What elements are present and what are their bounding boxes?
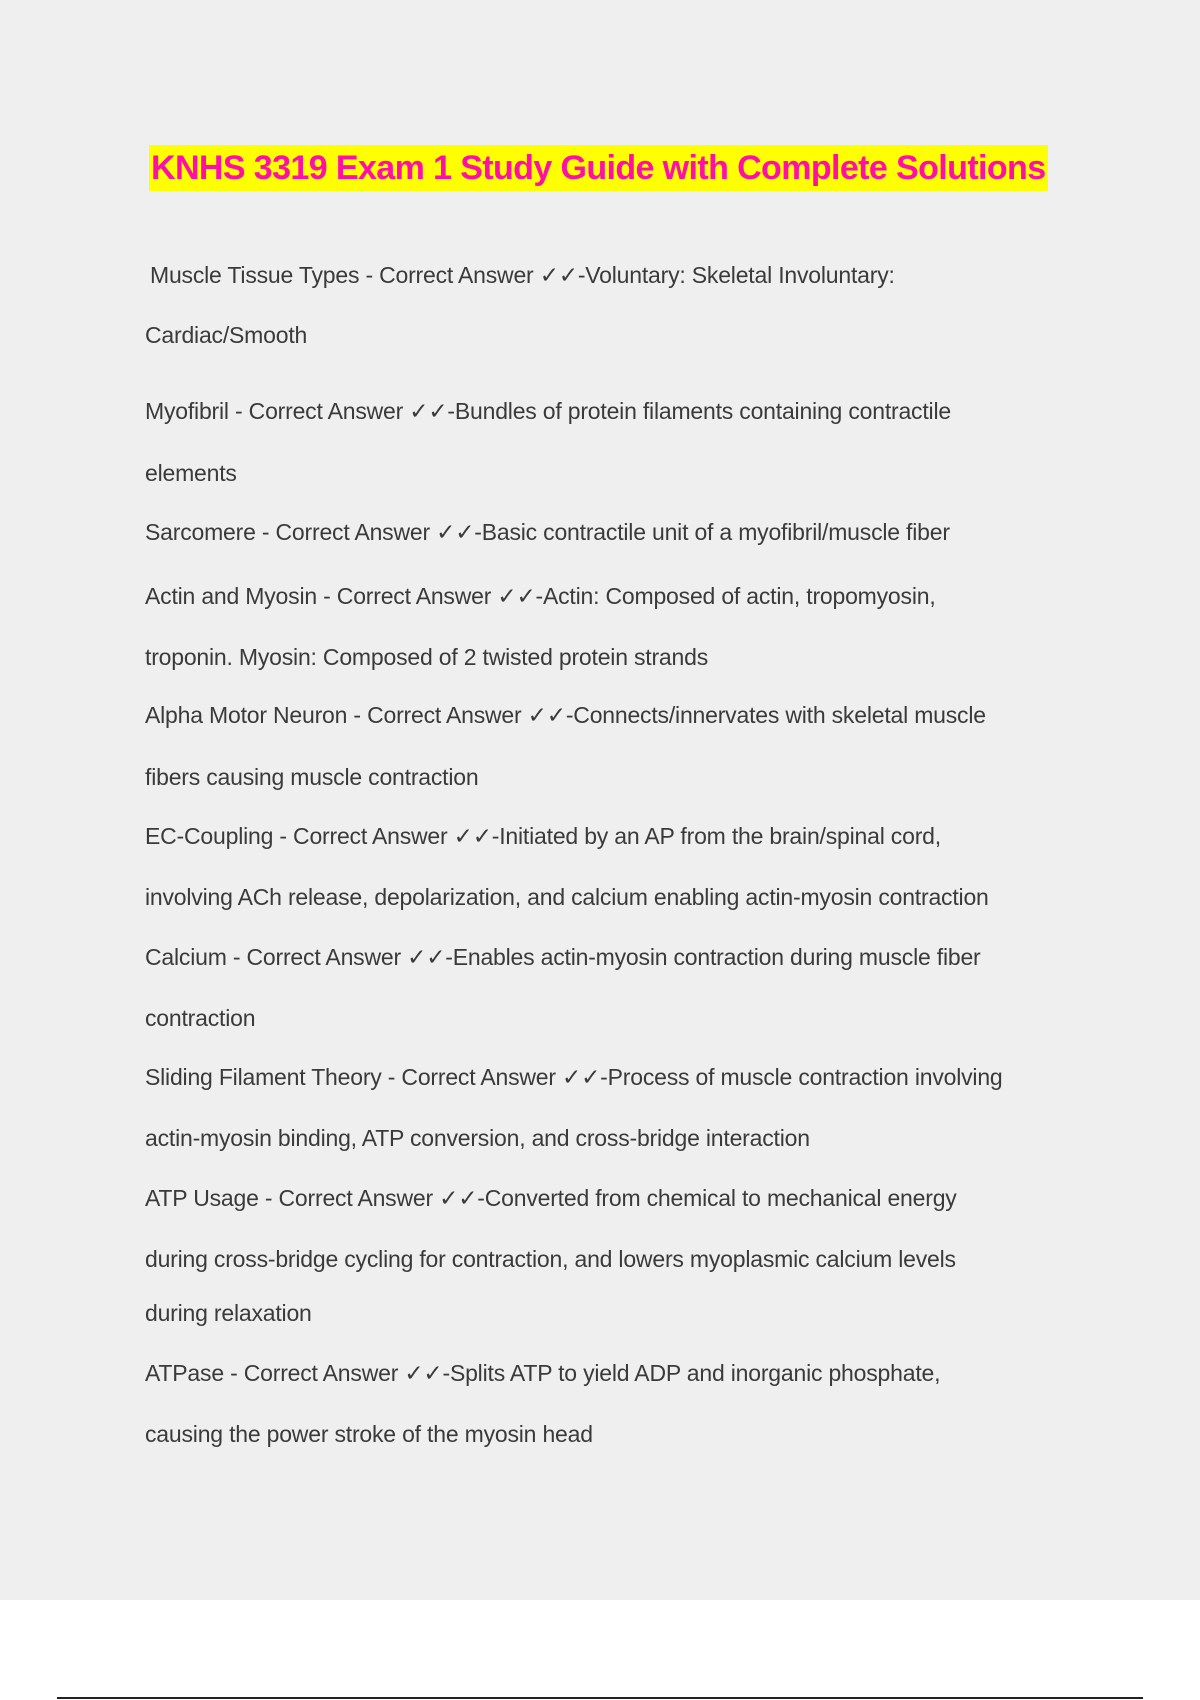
entry-muscle-tissue-types-line-1: Muscle Tissue Types - Correct Answer ✓✓-Voluntary: Skeletal Involuntary: <box>150 262 895 288</box>
entry-sarcomere-line-1: Sarcomere - Correct Answer ✓✓-Basic contractile unit of a myofibril/muscle fiber <box>145 519 950 545</box>
entry-alpha-motor-neuron-line-2: fibers causing muscle contraction <box>145 764 479 790</box>
entry-sliding-filament-line-1: Sliding Filament Theory - Correct Answer ✓✓-Process of muscle contraction involving <box>145 1064 1003 1090</box>
entry-atp-usage-line-2: during cross-bridge cycling for contraction, and lowers myoplasmic calcium levels <box>145 1246 956 1272</box>
entry-actin-myosin-line-2: troponin. Myosin: Composed of 2 twisted protein strands <box>145 644 709 670</box>
entry-atp-usage-line-3: during relaxation <box>145 1300 312 1326</box>
entry-atp-usage-line-1: ATP Usage - Correct Answer ✓✓-Converted from chemical to mechanical energy <box>145 1185 957 1211</box>
entry-calcium-line-2: contraction <box>145 1005 256 1031</box>
entry-atpase-line-2: causing the power stroke of the myosin head <box>145 1421 593 1447</box>
entry-atpase-line-1: ATPase - Correct Answer ✓✓-Splits ATP to yield ADP and inorganic phosphate, <box>145 1360 941 1386</box>
page-title: KNHS 3319 Exam 1 Study Guide with Complete Solutions <box>149 145 1048 191</box>
entry-calcium-line-1: Calcium - Correct Answer ✓✓-Enables actin-myosin contraction during muscle fiber <box>145 944 981 970</box>
footer-divider <box>57 1697 1143 1699</box>
page-footer <box>0 1600 1200 1700</box>
entry-myofibril-line-2: elements <box>145 460 237 486</box>
entry-alpha-motor-neuron-line-1: Alpha Motor Neuron - Correct Answer ✓✓-Connects/innervates with skeletal muscle <box>145 702 986 728</box>
entry-ec-coupling-line-1: EC-Coupling - Correct Answer ✓✓-Initiated by an AP from the brain/spinal cord, <box>145 823 941 849</box>
entry-myofibril-line-1: Myofibril - Correct Answer ✓✓-Bundles of protein filaments containing contractile <box>145 398 951 424</box>
entry-muscle-tissue-types-line-2: Cardiac/Smooth <box>145 322 308 348</box>
entry-ec-coupling-line-2: involving ACh release, depolarization, and calcium enabling actin-myosin contraction <box>145 884 989 910</box>
entry-actin-myosin-line-1: Actin and Myosin - Correct Answer ✓✓-Actin: Composed of actin, tropomyosin, <box>145 583 936 609</box>
entry-sliding-filament-line-2: actin-myosin binding, ATP conversion, and cross-bridge interaction <box>145 1125 810 1151</box>
